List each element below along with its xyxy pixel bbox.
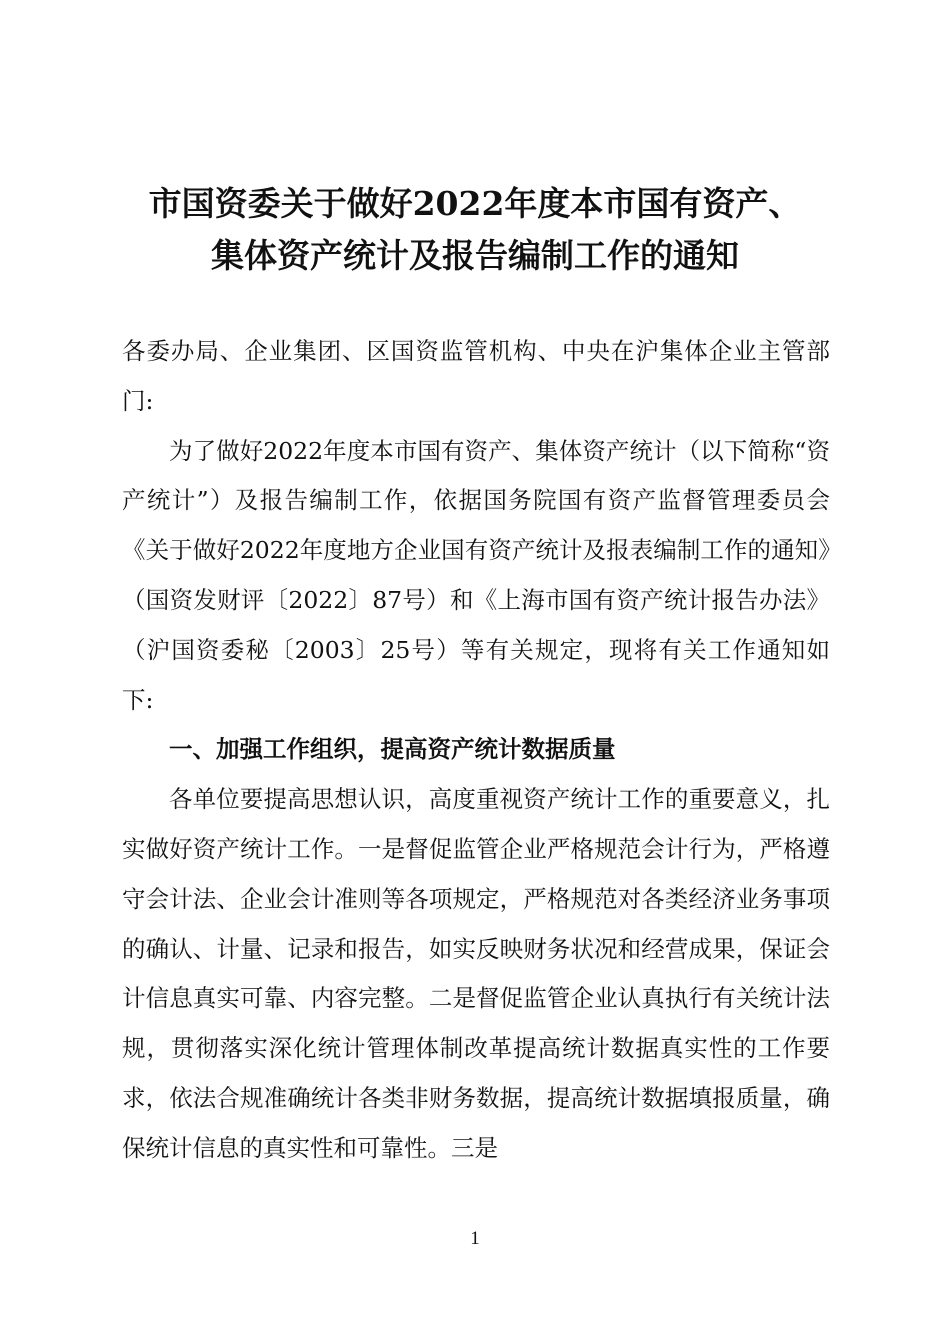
section-1-heading: 一、加强工作组织，提高资产统计数据质量: [169, 735, 616, 764]
document-title-line-1: 市国资委关于做好2022年度本市国有资产、: [148, 184, 802, 223]
document-body: [122, 327, 830, 1174]
page-number: 1: [470, 1228, 480, 1249]
document-title-line-2: 集体资产统计及报告编制工作的通知: [211, 236, 739, 275]
intro-paragraph: 为了做好2022年度本市国有资产、集体资产统计（以下简称“资产统计”）及报告编制工作，依据国务院国有资产监督管理委员会《关于做好2022年度地方企业国有资产统计及报表编制工作的通知》（国资发财评〔2022〕87号）和《上海市国有资产统计报告办法》（沪国资委秘〔2003〕25号）等有关规定，现将有关工作通知如下:: [122, 436, 830, 714]
salutation: 各委办局、企业集团、区国资监管机构、中央在沪集体企业主管部门:: [122, 337, 830, 415]
section-1-paragraph: 各单位要提高思想认识，高度重视资产统计工作的重要意义，扎实做好资产统计工作。一是督促监管企业严格规范会计行为，严格遵守会计法、企业会计准则等各项规定，严格规范对各类经济业务事项的确认、计量、记录和报告，如实反映财务状况和经营成果，保证会计信息真实可靠、内容完整。二是督促监管企业认真执行有关统计法规，贯彻落实深化统计管理体制改革提高统计数据真实性的工作要求，依法合规准确统计各类非财务数据，提高统计数据填报质量，确保统计信息的真实性和可靠性。三是: [122, 785, 830, 1162]
